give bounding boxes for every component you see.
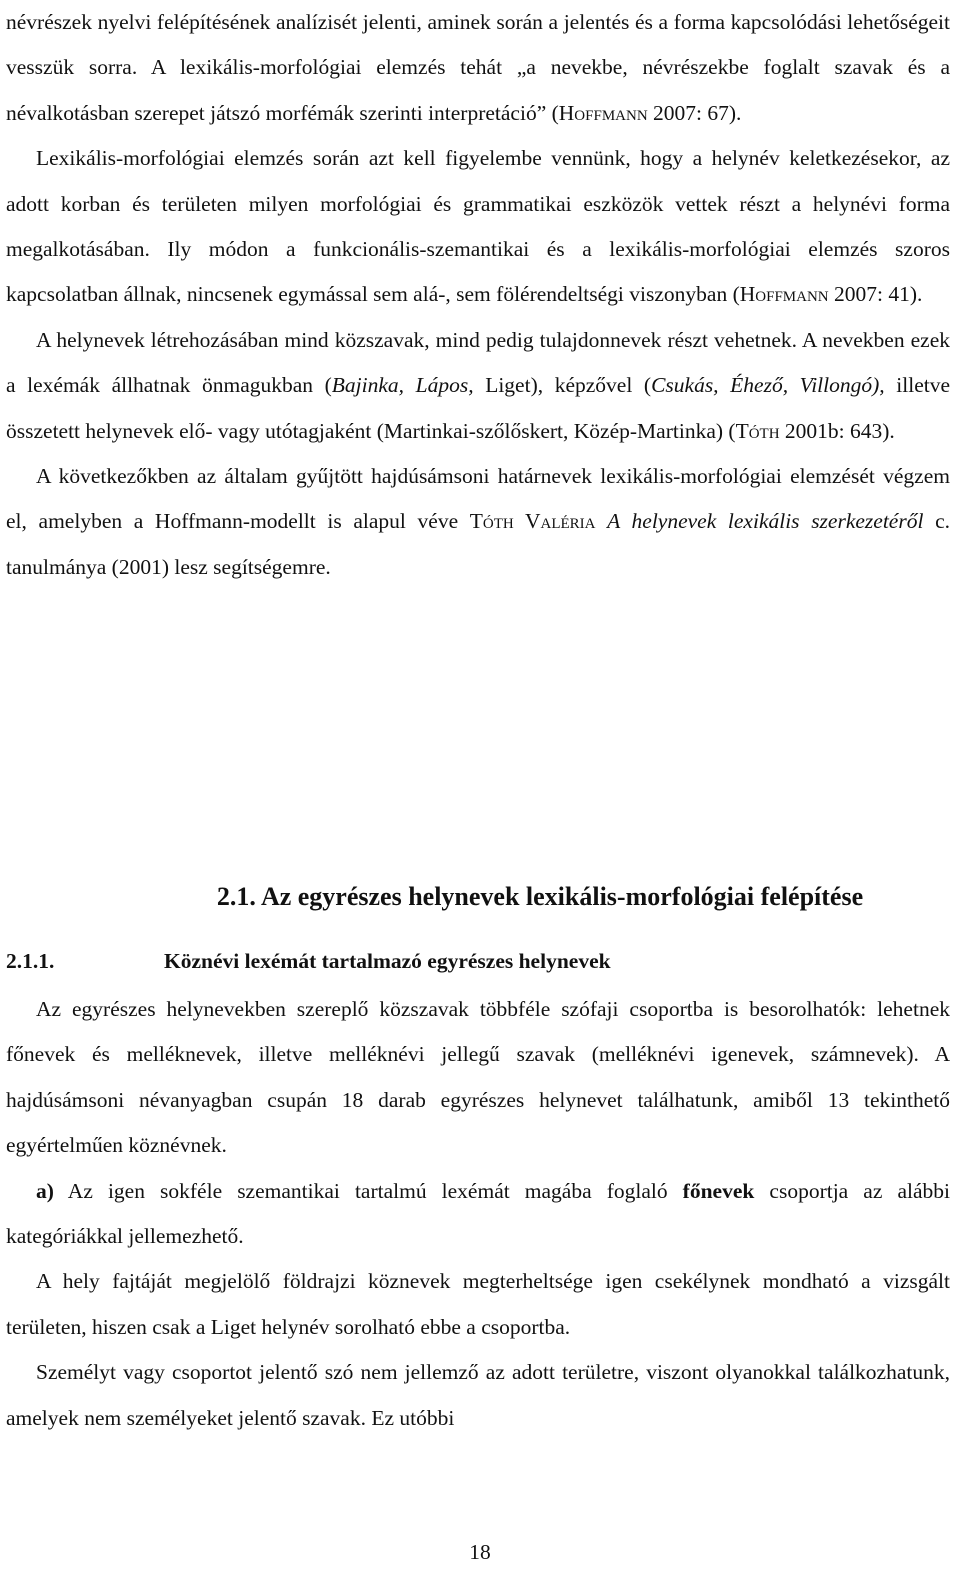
paragraph-4: A következőkben az általam gyűjtött hajdúsámsoni határnevek lexikális-morfológiai elemzését végzem el, amelyben a Hoffmann-modellt is alapul véve Tóth Valéria A helynevek lexikális szerkezetéről c. tanulmánya (2001) lesz segítségemre. <box>6 464 950 579</box>
subsection-heading <box>6 941 950 981</box>
example-names-italic: Csukás, Éhező, Villongó), <box>651 373 885 398</box>
author-citation: Hoffmann <box>558 100 648 125</box>
paragraph-5: Az egyrészes helynevekben szereplő közszavak többféle szófaji csoportba is besorolhatók: lehetnek főnevek és melléknevek, illetve melléknévi jellegű szavak (melléknévi igenevek, számnevek). A hajdúsámsoni névanyagban csupán 18 darab egyrészes helynevet találhatunk, amiből 13 tekinthető egyértelműen köznévnek. <box>6 997 950 1158</box>
author-citation: Tóth Valéria <box>469 509 596 534</box>
author-citation: Hoffmann <box>739 282 829 307</box>
body-text-bottom <box>6 987 950 1441</box>
paragraph-3: A helynevek létrehozásában mind közszavak, mind pedig tulajdonnevek részt vehetnek. A nevekben ezek a lexémák állhatnak önmagukban (Bajinka, Lápos, Liget), képzővel (Csukás, Éhező, Villongó), illetve összetett helynevek elő- vagy utótagjaként (Martinkai-szőlőskert, Közép-Martinka) (Tóth 2001b: 643). <box>6 327 951 443</box>
subsection-title: Köznévi lexémát tartalmazó egyrészes helynevek <box>164 949 611 973</box>
page-number: 18 <box>469 1540 491 1564</box>
paragraph-8: Személyt vagy csoportot jelentő szó nem jellemző az adott területre, viszont olyanokkal találkozhatunk, amelyek nem személyeket jelentő szavak. Ez utóbbi <box>6 1360 950 1430</box>
paragraph-2: Lexikális-morfológiai elemzés során azt kell figyelembe vennünk, hogy a helynév keletkezésekor, az adott korban és területen milyen morfológiai és grammatikai eszközök vettek részt a helynévi forma megalkotásában. Ily módon a funkcionális-szemantikai és a lexikális-morfológiai elemzés szoros kapcsolatban állnak, nincsenek egymással sem alá-, sem fölérendeltségi viszonyban (Hoffmann 2007: 41). <box>6 146 950 307</box>
section-heading: 2.1. Az egyrészes helynevek lexikális-morfológiai felépítése <box>216 882 864 911</box>
body-text-top <box>6 0 950 590</box>
list-label: a) <box>36 1178 54 1203</box>
example-names-italic: Bajinka, Lápos, <box>331 373 474 398</box>
paragraph-6: a) Az igen sokféle szemantikai tartalmú lexémát magába foglaló főnevek csoportja az alábbi kategóriákkal jellemezhető. <box>6 1178 950 1249</box>
emphasized-term: főnevek <box>682 1178 755 1203</box>
paragraph-7: A hely fajtáját megjelölő földrajzi köznevek megterheltsége igen csekélynek mondható a vizsgált területen, hiszen csak a Liget helynév sorolható ebbe a csoportba. <box>6 1269 950 1339</box>
subsection-number: 2.1.1. <box>6 949 55 973</box>
author-citation: Tóth <box>735 418 780 443</box>
cited-work-title: A helynevek lexikális szerkezetéről <box>607 509 924 534</box>
paragraph-1: névrészek nyelvi felépítésének analízisét jelenti, aminek során a jelentés és a forma kapcsolódási lehetőségeit vesszük sorra. A lexikális-morfológiai elemzés tehát „a nevekbe, névrészekbe foglalt szavak és a névalkotásban szerepet játszó morfémák szerinti interpretáció” (Hoffmann 2007: 67). <box>6 10 950 125</box>
